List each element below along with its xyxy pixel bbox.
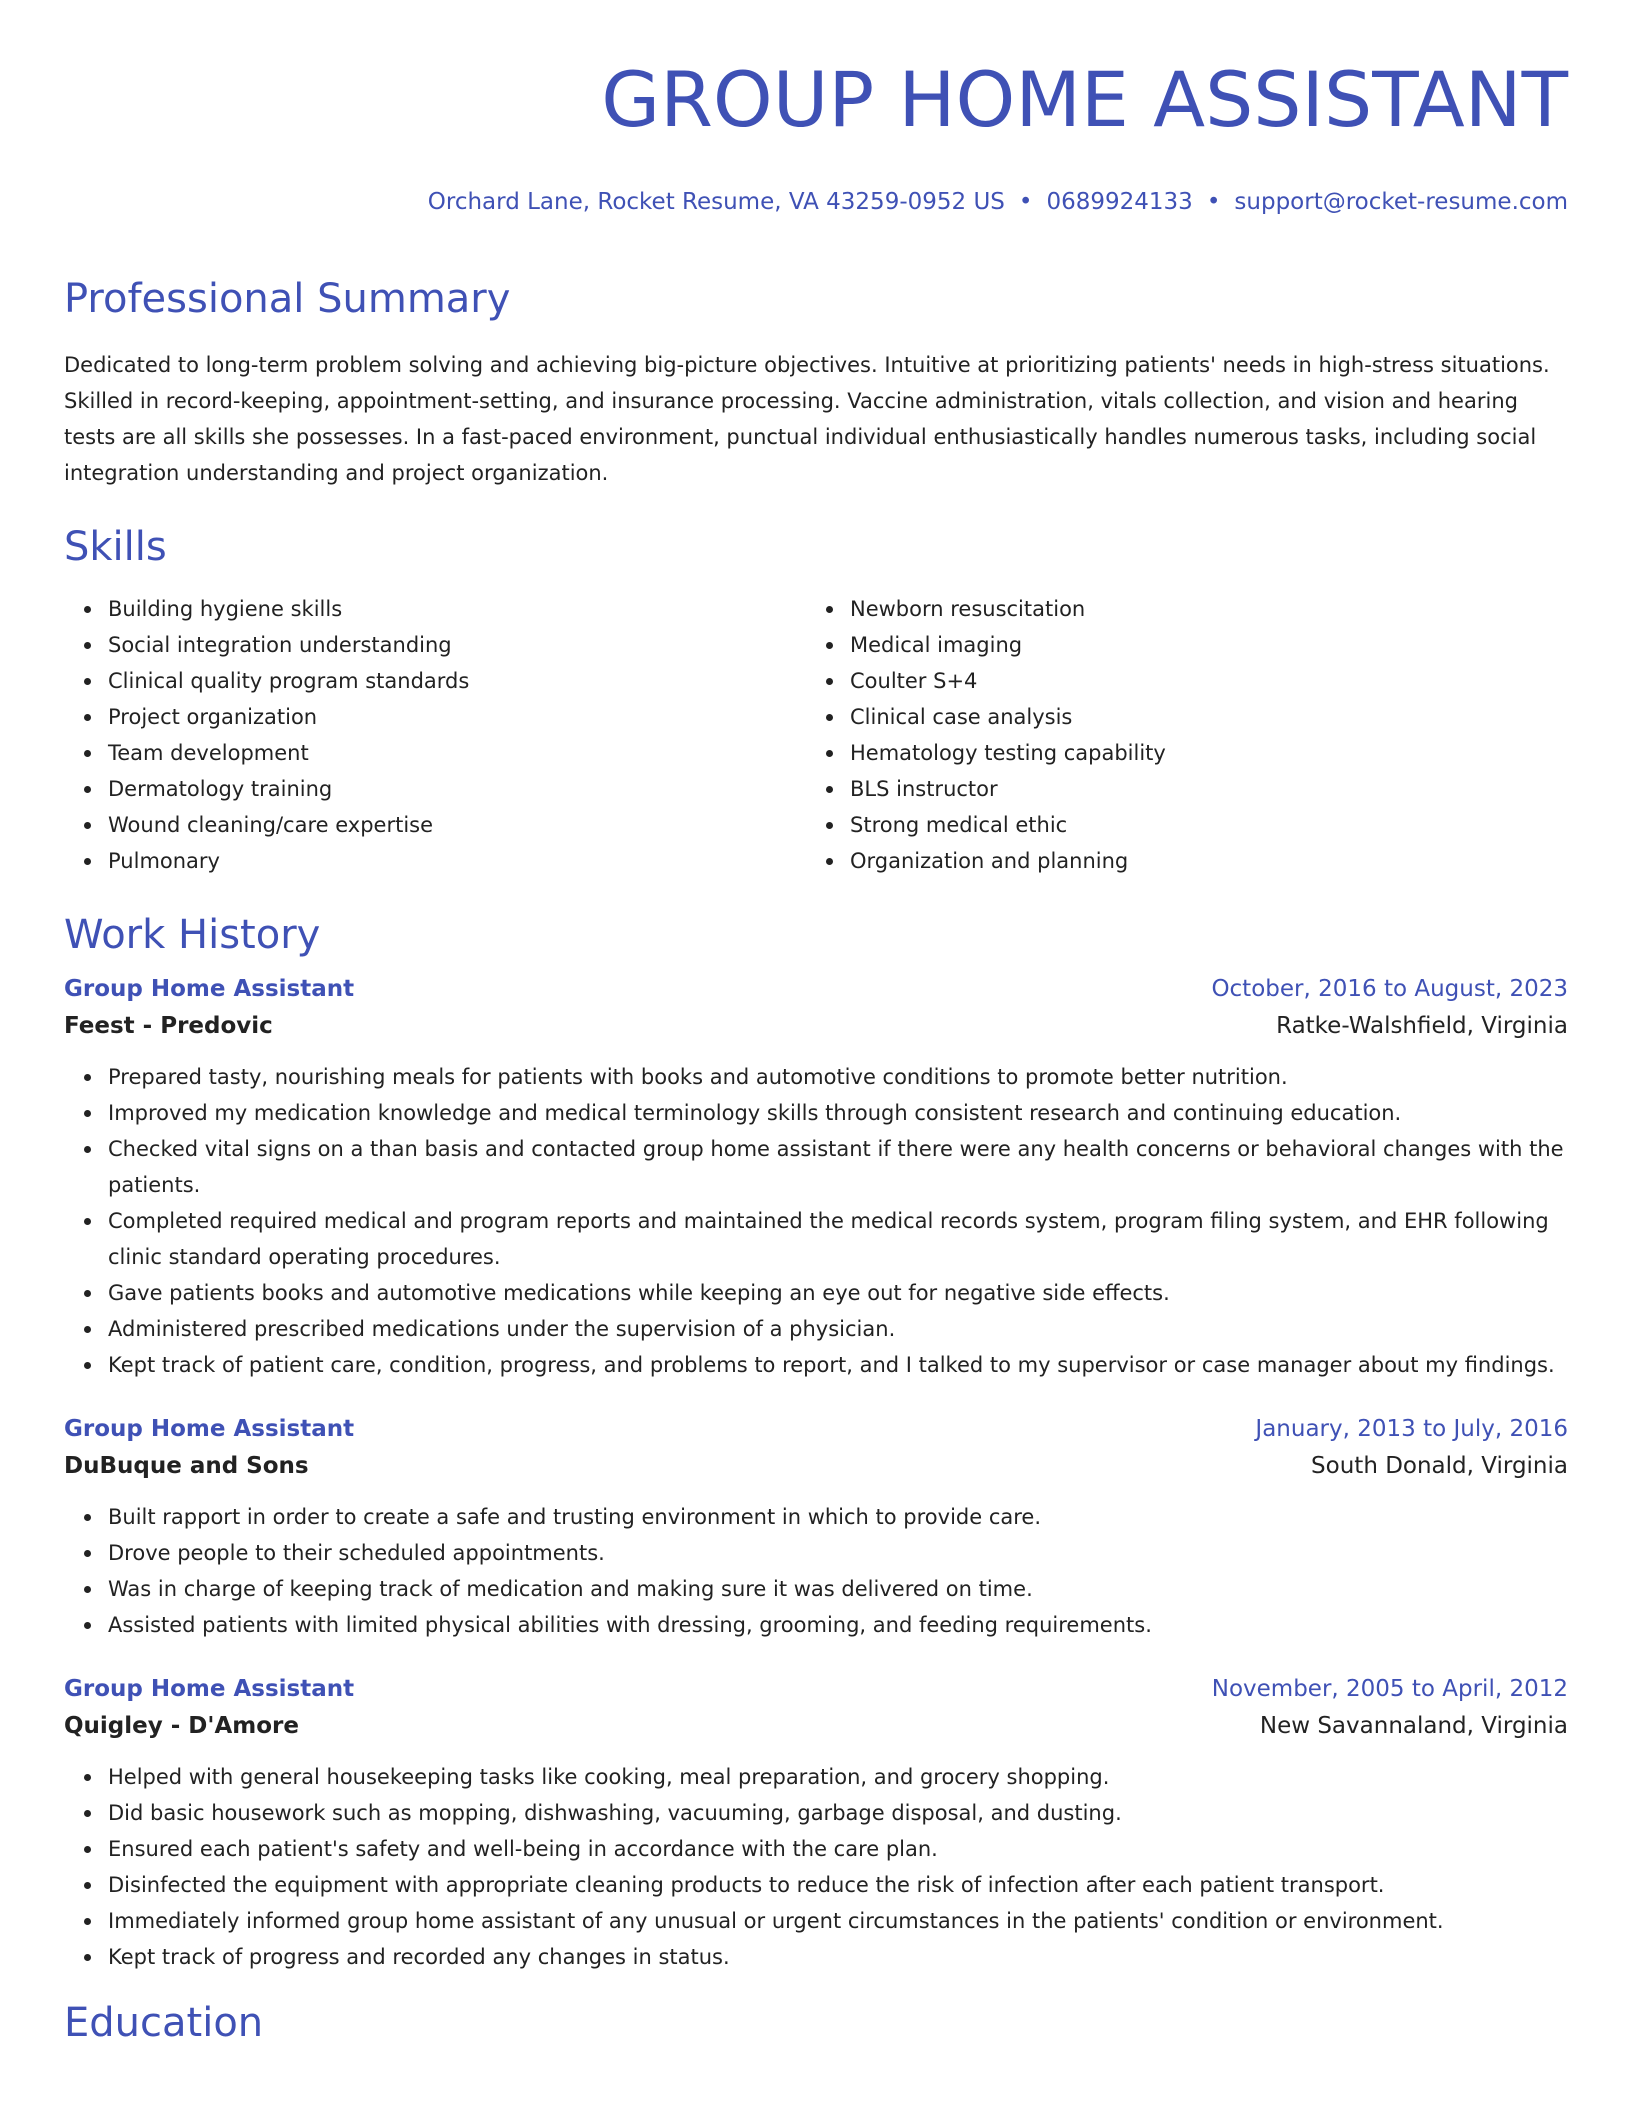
job-entry [64,1411,1568,1643]
job-bullet: Improved my medication knowledge and medical terminology skills through consistent research and continuing education. [108,1095,1568,1131]
job-bullet: Prepared tasty, nourishing meals for patients with books and automotive conditions to promote better nutrition. [108,1059,1568,1095]
job-company: Feest - Predovic [64,1013,273,1039]
skill-item: Pulmonary [108,843,806,879]
job-bullet: Helped with general housekeeping tasks like cooking, meal preparation, and grocery shopping. [108,1759,1568,1795]
skills-heading: Skills [64,524,167,570]
job-subheader [64,1707,1568,1745]
job-entry [64,971,1568,1383]
job-bullet: Immediately informed group home assistant of any unusual or urgent circumstances in the patients' condition or environment. [108,1903,1568,1939]
skill-item: Hematology testing capability [850,735,1548,771]
contact-separator: • [1018,189,1033,215]
job-company: DuBuque and Sons [64,1453,309,1479]
skill-item: Coulter S+4 [850,663,1548,699]
job-bullet: Kept track of progress and recorded any changes in status. [108,1939,1568,1975]
job-role: Group Home Assistant [64,1416,355,1442]
job-bullet: Disinfected the equipment with appropriate cleaning products to reduce the risk of infection after each patient transport. [108,1867,1568,1903]
job-subheader [64,1007,1568,1045]
skill-item: Strong medical ethic [850,807,1548,843]
contact-email[interactable]: support@rocket-resume.com [1234,189,1568,215]
job-bullets [64,1759,1568,1975]
skill-item: Building hygiene skills [108,591,806,627]
job-location: Ratke-Walshfield, Virginia [1276,1013,1568,1039]
job-bullet: Ensured each patient's safety and well-being in accordance with the care plan. [108,1831,1568,1867]
job-header [64,1411,1568,1447]
job-bullet: Drove people to their scheduled appointments. [108,1535,1568,1571]
contact-line [64,187,1568,217]
job-entry [64,1671,1568,1975]
summary-text: Dedicated to long-term problem solving and achieving big-picture objectives. Intuitive at prioritizing patients' needs in high-stress situations. Skilled in record-keeping, appointment-setting, and insurance processing. Vaccine administration, vitals collection, and vision and hearing tests are all skills she possesses. In a fast-paced environment, punctual individual enthusiastically handles numerous tasks, including social integration understanding and project organization. [64,353,1550,485]
job-bullet: Administered prescribed medications under the supervision of a physician. [108,1311,1568,1347]
job-role: Group Home Assistant [64,976,355,1002]
job-location: New Savannaland, Virginia [1259,1713,1568,1739]
job-bullet: Completed required medical and program reports and maintained the medical records system, program filing system, and EHR following clinic standard operating procedures. [108,1203,1568,1275]
skill-item: Team development [108,735,806,771]
skill-item: Social integration understanding [108,627,806,663]
job-dates: January, 2013 to July, 2016 [1255,1416,1568,1442]
job-subheader [64,1447,1568,1485]
skill-item: Clinical case analysis [850,699,1548,735]
skill-item: Dermatology training [108,771,806,807]
contact-address: Orchard Lane, Rocket Resume, VA 43259-0952 US [427,189,1005,215]
job-header [64,971,1568,1007]
skill-item: Project organization [108,699,806,735]
skill-item: Clinical quality program standards [108,663,806,699]
skill-item: Wound cleaning/care expertise [108,807,806,843]
skills-list-right [806,591,1548,879]
work-history-heading: Work History [64,912,321,958]
job-dates: October, 2016 to August, 2023 [1211,976,1568,1002]
summary-heading: Professional Summary [64,276,511,322]
job-role: Group Home Assistant [64,1676,355,1702]
resume-title: GROUP HOME ASSISTANT [601,55,1568,144]
job-dates: November, 2005 to April, 2012 [1211,1676,1568,1702]
job-company: Quigley - D'Amore [64,1713,299,1739]
contact-phone[interactable]: 0689924133 [1046,189,1193,215]
resume-header [64,0,1568,217]
job-bullet: Did basic housework such as mopping, dishwashing, vacuuming, garbage disposal, and dusting. [108,1795,1568,1831]
skills-grid [64,591,1568,879]
job-bullet: Checked vital signs on a than basis and contacted group home assistant if there were any health concerns or behavioral changes with the patients. [108,1131,1568,1203]
job-location: South Donald, Virginia [1311,1453,1568,1479]
job-bullet: Gave patients books and automotive medications while keeping an eye out for negative side effects. [108,1275,1568,1311]
skill-item: BLS instructor [850,771,1548,807]
job-header [64,1671,1568,1707]
contact-separator: • [1206,189,1221,215]
job-bullet: Was in charge of keeping track of medication and making sure it was delivered on time. [108,1571,1568,1607]
job-bullet: Assisted patients with limited physical abilities with dressing, grooming, and feeding requirements. [108,1607,1568,1643]
resume-page [64,0,1568,2049]
skill-item: Newborn resuscitation [850,591,1548,627]
job-bullets [64,1499,1568,1643]
skills-list-left [64,591,806,879]
job-bullet: Built rapport in order to create a safe and trusting environment in which to provide care. [108,1499,1568,1535]
job-bullet: Kept track of patient care, condition, progress, and problems to report, and I talked to my supervisor or case manager about my findings. [108,1347,1568,1383]
skill-item: Organization and planning [850,843,1548,879]
skill-item: Medical imaging [850,627,1548,663]
job-bullets [64,1059,1568,1383]
education-heading: Education [64,2000,264,2046]
